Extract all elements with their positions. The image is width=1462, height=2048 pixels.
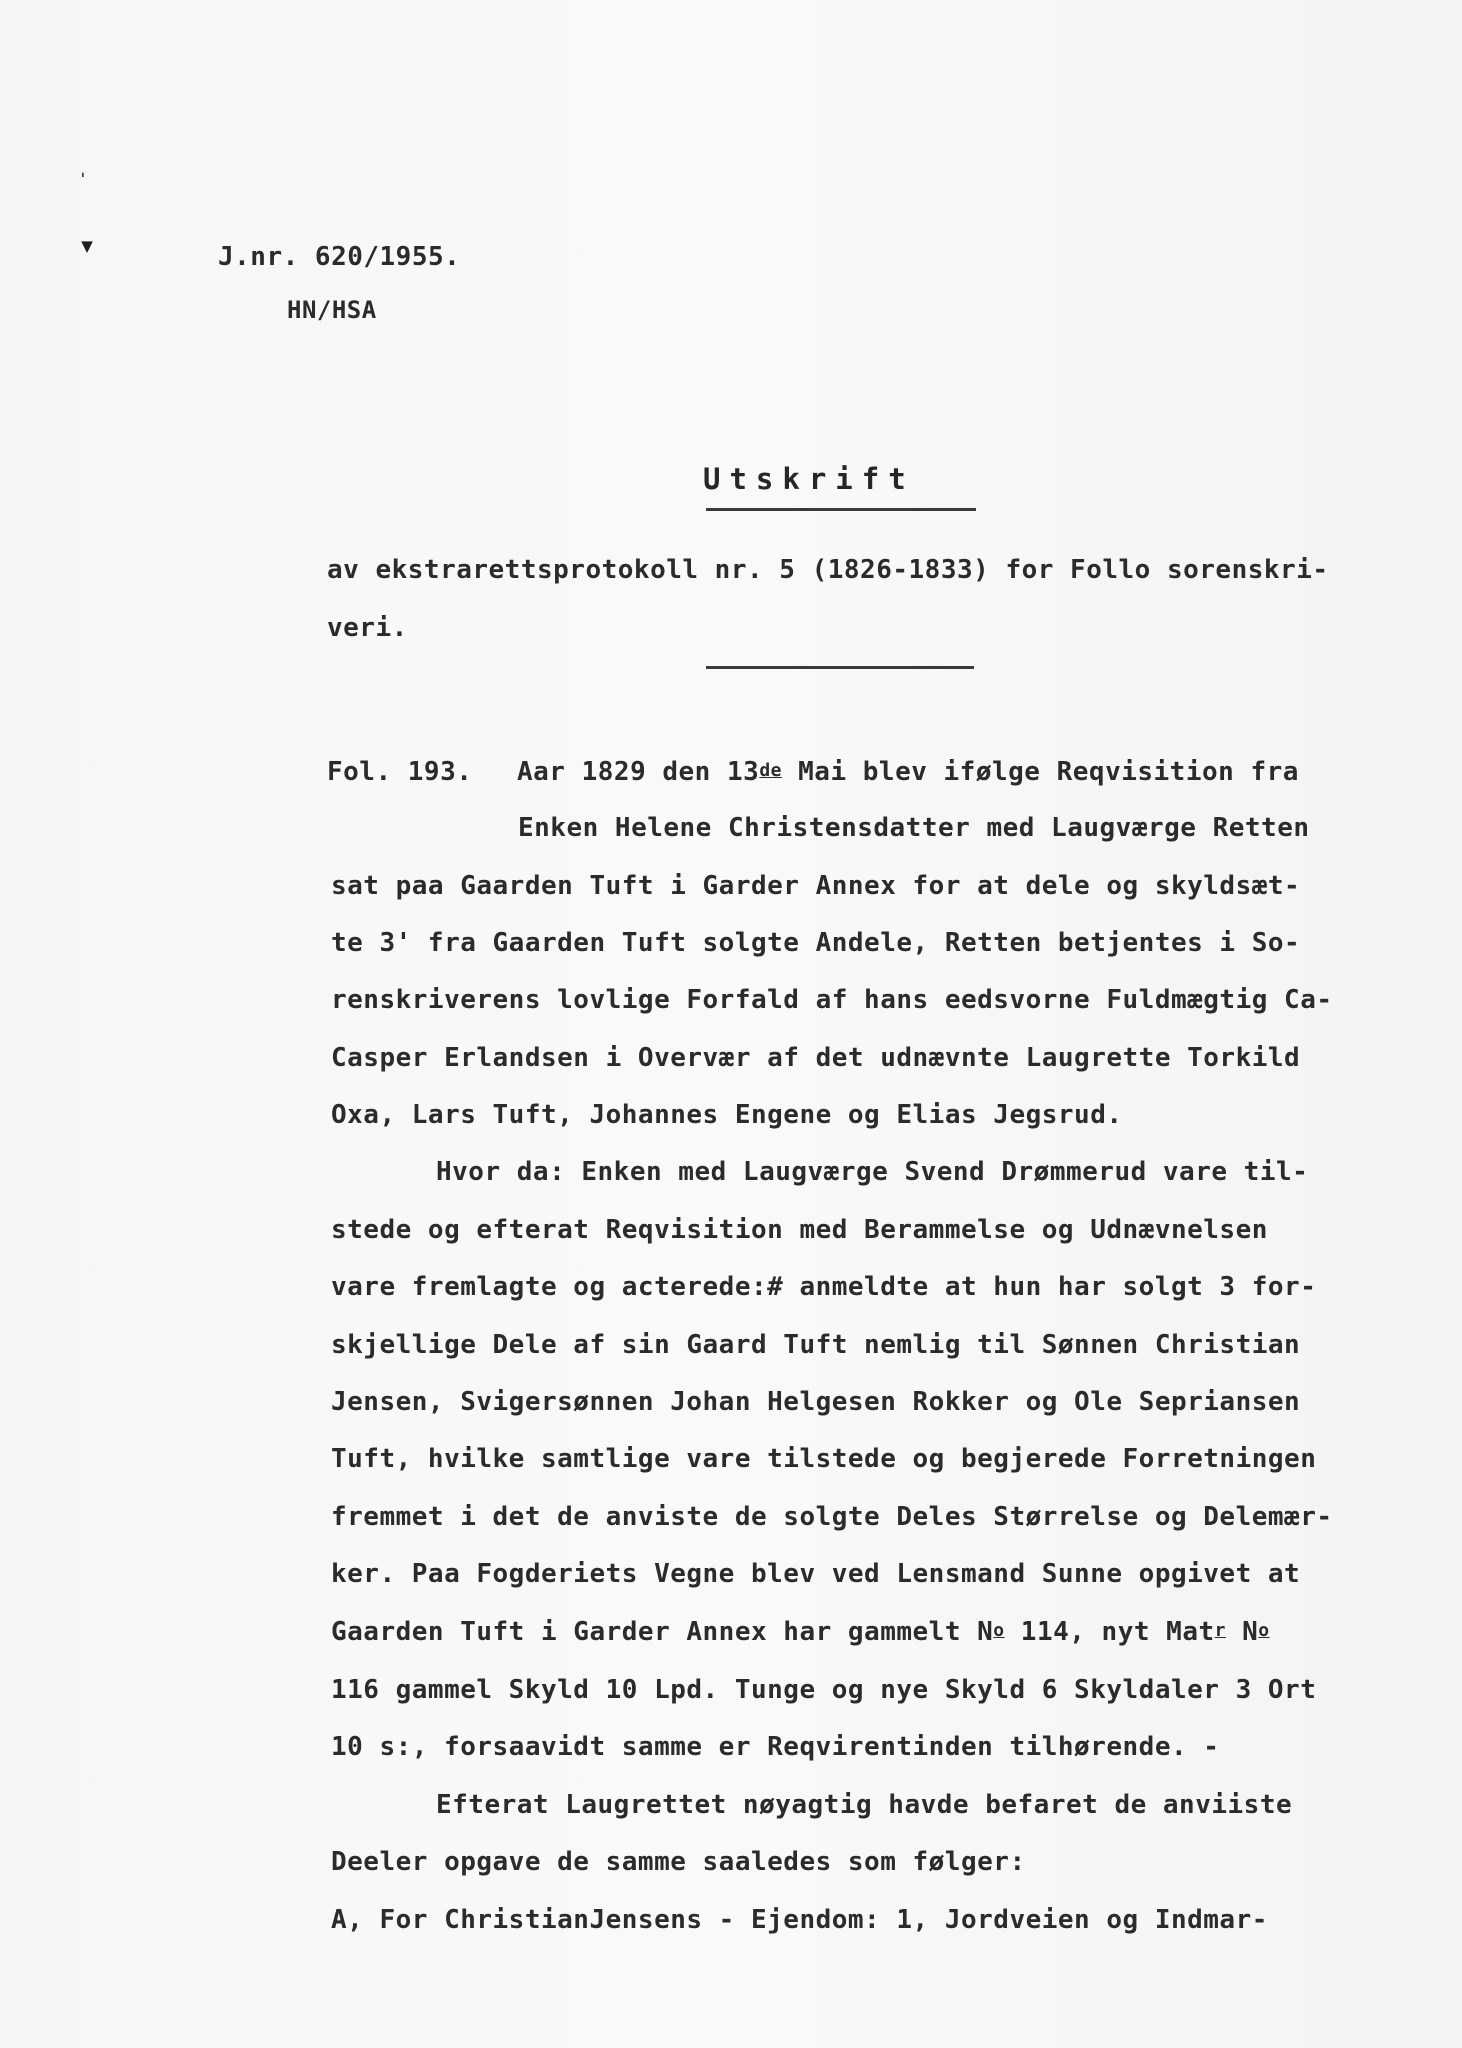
section-divider <box>706 666 974 669</box>
subtitle-line-2: veri. <box>327 613 408 643</box>
margin-mark-small: ˈ <box>78 170 88 189</box>
body-line: Jensen, Svigersønnen Johan Helgesen Rokker og Ole Sepriansen <box>331 1387 1301 1417</box>
body-line: skjellige Dele af sin Gaard Tuft nemlig til Sønnen Christian <box>331 1330 1301 1360</box>
body-line: ker. Paa Fogderiets Vegne blev ved Lensmand Sunne opgivet at <box>331 1559 1301 1589</box>
body-line: Tuft, hvilke samtlige vare tilstede og begjerede Forretningen <box>331 1444 1317 1474</box>
subtitle-line-1: av ekstrarettsprotokoll nr. 5 (1826-1833) for Follo sorenskri- <box>327 555 1329 585</box>
nr-text-a: Gaarden Tuft i Garder Annex har gammelt N <box>331 1617 994 1647</box>
nr-suffix-c: o <box>1258 1620 1270 1641</box>
document-title: Utskrift <box>703 462 915 496</box>
title-underline <box>706 508 976 511</box>
body-line: 116 gammel Skyld 10 Lpd. Tunge og nye Skyld 6 Skyldaler 3 Ort <box>331 1675 1317 1705</box>
body-line: Efterat Laugrettet nøyagtig havde befaret de anviiste <box>436 1790 1293 1820</box>
body-line-1-start: Aar 1829 den 13 <box>517 757 760 787</box>
body-line: Oxa, Lars Tuft, Johannes Engene og Elias Jegsrud. <box>331 1100 1123 1130</box>
nr-text-b: 114, nyt Mat <box>1004 1617 1215 1647</box>
body-line: 10 s:, forsaavidt samme er Reqvirentinden tilhørende. - <box>331 1732 1220 1762</box>
body-line: stede og efterat Reqvisition med Berammelse og Udnævnelsen <box>331 1215 1268 1245</box>
margin-mark: ▾ <box>78 228 97 263</box>
nr-text-c: N <box>1225 1617 1259 1647</box>
body-line: A, For ChristianJensens - Ejendom: 1, Jordveien og Indmar- <box>331 1905 1268 1935</box>
body-line: Enken Helene Christensdatter med Laugværge Retten <box>518 813 1310 843</box>
ordinal-suffix: de <box>759 760 782 781</box>
body-line: Deeler opgave de samme saaledes som følger: <box>331 1847 1026 1877</box>
body-line-1-end: Mai blev ifølge Reqvisition fra <box>782 757 1299 787</box>
body-line-1 <box>517 757 1299 787</box>
initials: HN/HSA <box>287 296 377 324</box>
body-line: fremmet i det de anviste de solgte Deles Størrelse og Delemær- <box>331 1502 1333 1532</box>
nr-suffix-b: r <box>1214 1620 1226 1641</box>
body-line: te 3' fra Gaarden Tuft solgte Andele, Retten betjentes i So- <box>331 928 1301 958</box>
body-line-numbers <box>331 1617 1270 1647</box>
nr-suffix-a: o <box>993 1620 1005 1641</box>
body-line: sat paa Gaarden Tuft i Garder Annex for at dele og skyldsæt- <box>331 871 1301 901</box>
body-line: Hvor da: Enken med Laugværge Svend Drømmerud vare til- <box>436 1157 1309 1187</box>
body-line: vare fremlagte og acterede:# anmeldte at hun har solgt 3 for- <box>331 1272 1317 1302</box>
body-line: Casper Erlandsen i Overvær af det udnævnte Laugrette Torkild <box>331 1043 1301 1073</box>
body-line: renskriverens lovlige Forfald af hans eedsvorne Fuldmægtig Ca- <box>331 985 1333 1015</box>
folio-label: Fol. 193. <box>327 757 473 787</box>
journal-number: J.nr. 620/1955. <box>218 242 461 272</box>
